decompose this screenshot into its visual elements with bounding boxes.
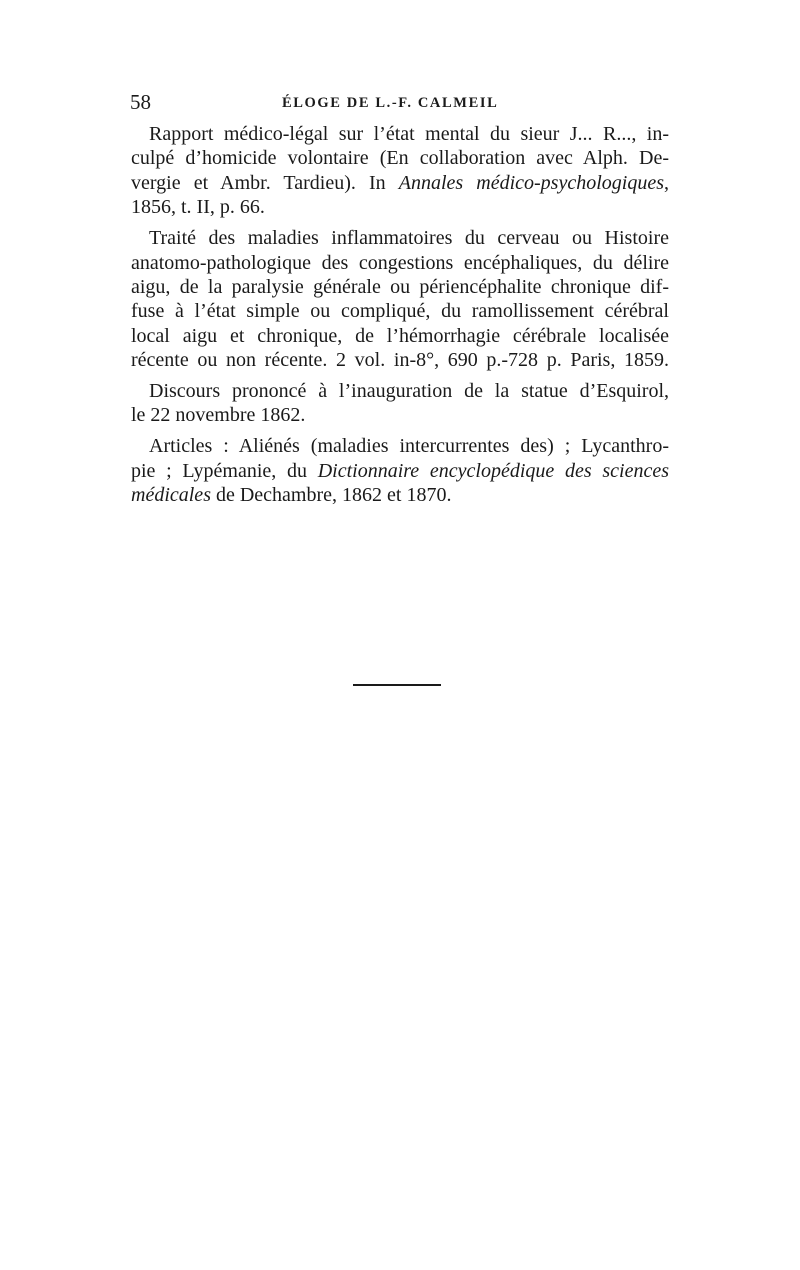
- text-segment: pie ; Lypémanie, du: [131, 459, 318, 482]
- text-line: récente ou non récente. 2 vol. in-8°, 690 p.-728 p. Paris, 1859.: [131, 349, 669, 372]
- text-line: Discours prononcé à l’inauguration de la statue d’Esquirol,: [149, 380, 669, 403]
- text-line: [131, 483, 669, 507]
- journal-title: Annales médico-psychologiques: [398, 171, 664, 194]
- text-line: le 22 novembre 1862.: [131, 404, 306, 427]
- work-title: médicales: [131, 484, 211, 507]
- text-line: [131, 171, 669, 195]
- bibliography-entry-2: [131, 226, 669, 372]
- text-line: fuse à l’état simple ou compliqué, du ramollissement cérébral: [131, 300, 669, 323]
- page-number: 58: [130, 90, 151, 114]
- bibliography-entry-4: [131, 434, 669, 507]
- text-line: Rapport médico-légal sur l’état mental du sieur J... R..., in-: [149, 123, 669, 145]
- text-line: aigu, de la paralysie générale ou périencéphalite chronique dif-: [131, 275, 669, 298]
- text-line: [131, 459, 669, 483]
- bibliography-text: [131, 122, 669, 514]
- text-line: 1856, t. II, p. 66.: [131, 196, 265, 219]
- work-title: Dictionnaire encyclopédique des sciences: [317, 459, 669, 482]
- text-segment: vergie et Ambr. Tardieu). In: [131, 171, 399, 194]
- text-line: anatomo-pathologique des congestions encéphaliques, du délire: [131, 251, 669, 274]
- end-rule: [353, 684, 441, 686]
- bibliography-entry-3: [131, 379, 669, 428]
- text-line: culpé d’homicide volontaire (En collaboration avec Alph. De-: [131, 147, 669, 170]
- text-line: Traité des maladies inflammatoires du cerveau ou Histoire: [149, 227, 669, 250]
- text-segment: ,: [664, 171, 669, 194]
- text-segment: de Dechambre, 1862 et 1870.: [210, 484, 452, 507]
- bibliography-entry-1: [131, 122, 669, 220]
- running-head: ÉLOGE DE L.-F. CALMEIL: [282, 95, 499, 111]
- text-line: Articles : Aliénés (maladies intercurrentes des) ; Lycanthro-: [149, 435, 669, 458]
- text-line: local aigu et chronique, de l’hémorrhagie cérébrale localisée: [131, 324, 669, 347]
